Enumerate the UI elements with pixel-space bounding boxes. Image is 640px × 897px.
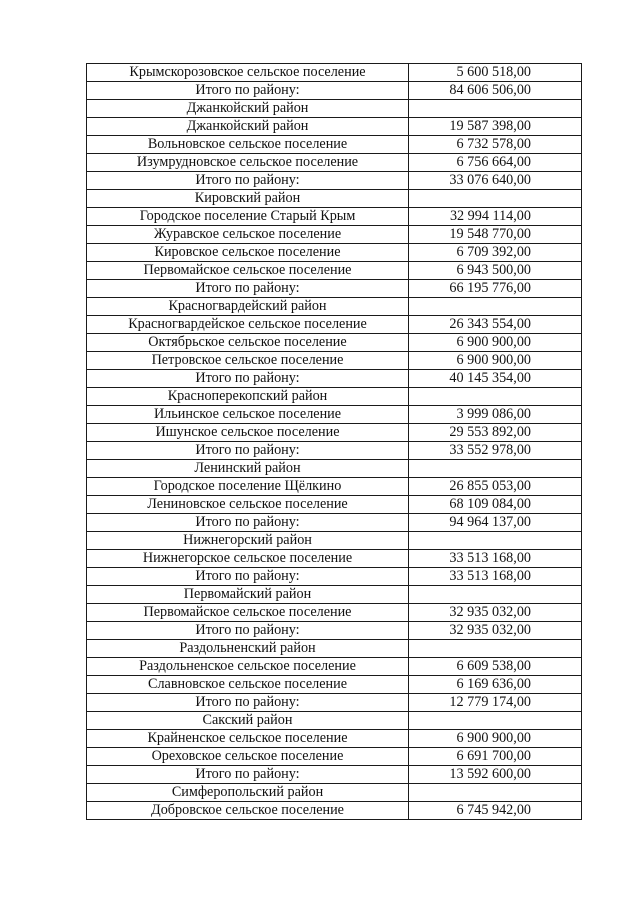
amount-cell — [409, 460, 582, 478]
district-name: Кировский район — [87, 190, 409, 208]
settlement-row — [87, 748, 582, 766]
settlement-name: Славновское сельское поселение — [87, 676, 409, 694]
settlement-name: Крайненское сельское поселение — [87, 730, 409, 748]
settlement-name: Ишунское сельское поселение — [87, 424, 409, 442]
settlement-name: Ореховское сельское поселение — [87, 748, 409, 766]
district-name: Нижнегорский район — [87, 532, 409, 550]
settlement-row — [87, 676, 582, 694]
settlement-name: Добровское сельское поселение — [87, 802, 409, 820]
settlement-row — [87, 802, 582, 820]
district-total-row — [87, 82, 582, 100]
total-amount: 33 513 168,00 — [409, 568, 582, 586]
amount-cell — [409, 586, 582, 604]
amount-cell: 26 855 053,00 — [409, 478, 582, 496]
district-total-row — [87, 622, 582, 640]
settlement-row — [87, 316, 582, 334]
amount-cell — [409, 100, 582, 118]
settlement-row — [87, 262, 582, 280]
settlement-name: Петровское сельское поселение — [87, 352, 409, 370]
district-name: Сакский район — [87, 712, 409, 730]
settlement-name: Красногвардейское сельское поселение — [87, 316, 409, 334]
district-total-row — [87, 442, 582, 460]
total-amount: 66 195 776,00 — [409, 280, 582, 298]
district-total-row — [87, 568, 582, 586]
settlement-name: Лениновское сельское поселение — [87, 496, 409, 514]
total-amount: 13 592 600,00 — [409, 766, 582, 784]
amount-cell: 6 900 900,00 — [409, 730, 582, 748]
settlement-row — [87, 496, 582, 514]
amount-cell — [409, 532, 582, 550]
amount-cell: 68 109 084,00 — [409, 496, 582, 514]
amount-cell: 33 513 168,00 — [409, 550, 582, 568]
settlement-name: Первомайское сельское поселение — [87, 604, 409, 622]
settlement-row — [87, 244, 582, 262]
total-amount: 94 964 137,00 — [409, 514, 582, 532]
amount-cell: 29 553 892,00 — [409, 424, 582, 442]
district-name: Первомайский район — [87, 586, 409, 604]
amount-cell — [409, 640, 582, 658]
amount-cell: 6 745 942,00 — [409, 802, 582, 820]
settlement-name: Первомайское сельское поселение — [87, 262, 409, 280]
total-label: Итого по району: — [87, 514, 409, 532]
settlement-row — [87, 118, 582, 136]
amount-cell: 6 169 636,00 — [409, 676, 582, 694]
amount-cell: 19 587 398,00 — [409, 118, 582, 136]
district-name: Красноперекопский район — [87, 388, 409, 406]
settlement-row — [87, 730, 582, 748]
district-total-row — [87, 514, 582, 532]
total-label: Итого по району: — [87, 172, 409, 190]
settlement-name: Джанкойский район — [87, 118, 409, 136]
total-amount: 12 779 174,00 — [409, 694, 582, 712]
amount-cell — [409, 298, 582, 316]
district-header-row — [87, 388, 582, 406]
amount-cell: 6 900 900,00 — [409, 352, 582, 370]
district-total-row — [87, 694, 582, 712]
total-label: Итого по району: — [87, 370, 409, 388]
settlement-name: Нижнегорское сельское поселение — [87, 550, 409, 568]
settlement-name: Ильинское сельское поселение — [87, 406, 409, 424]
total-label: Итого по району: — [87, 694, 409, 712]
district-total-row — [87, 172, 582, 190]
amount-cell: 19 548 770,00 — [409, 226, 582, 244]
amount-cell: 26 343 554,00 — [409, 316, 582, 334]
district-name: Симферопольский район — [87, 784, 409, 802]
district-header-row — [87, 640, 582, 658]
amount-cell: 5 600 518,00 — [409, 64, 582, 82]
amount-cell: 6 900 900,00 — [409, 334, 582, 352]
total-label: Итого по району: — [87, 568, 409, 586]
district-name: Красногвардейский район — [87, 298, 409, 316]
amount-cell: 6 756 664,00 — [409, 154, 582, 172]
amount-cell — [409, 190, 582, 208]
amount-cell — [409, 784, 582, 802]
settlement-name: Городское поселение Щёлкино — [87, 478, 409, 496]
settlement-name: Журавское сельское поселение — [87, 226, 409, 244]
total-label: Итого по району: — [87, 442, 409, 460]
district-total-row — [87, 370, 582, 388]
district-header-row — [87, 190, 582, 208]
total-amount: 33 552 978,00 — [409, 442, 582, 460]
district-header-row — [87, 586, 582, 604]
amount-cell: 32 994 114,00 — [409, 208, 582, 226]
district-header-row — [87, 532, 582, 550]
settlement-row — [87, 424, 582, 442]
settlement-name: Октябрьское сельское поселение — [87, 334, 409, 352]
district-header-row — [87, 460, 582, 478]
total-label: Итого по району: — [87, 622, 409, 640]
settlement-row — [87, 352, 582, 370]
settlement-name: Изумрудновское сельское поселение — [87, 154, 409, 172]
settlement-row — [87, 478, 582, 496]
amount-cell: 32 935 032,00 — [409, 604, 582, 622]
total-label: Итого по району: — [87, 280, 409, 298]
district-header-row — [87, 100, 582, 118]
total-amount: 33 076 640,00 — [409, 172, 582, 190]
amount-cell: 6 732 578,00 — [409, 136, 582, 154]
district-header-row — [87, 784, 582, 802]
total-label: Итого по району: — [87, 766, 409, 784]
budget-table — [86, 63, 582, 820]
total-amount: 40 145 354,00 — [409, 370, 582, 388]
settlement-row — [87, 64, 582, 82]
settlement-name: Вольновское сельское поселение — [87, 136, 409, 154]
settlement-row — [87, 226, 582, 244]
amount-cell: 6 709 392,00 — [409, 244, 582, 262]
amount-cell: 6 609 538,00 — [409, 658, 582, 676]
settlement-row — [87, 136, 582, 154]
district-header-row — [87, 298, 582, 316]
total-amount: 32 935 032,00 — [409, 622, 582, 640]
amount-cell: 6 691 700,00 — [409, 748, 582, 766]
settlement-row — [87, 406, 582, 424]
settlement-name: Раздольненское сельское поселение — [87, 658, 409, 676]
district-name: Раздольненский район — [87, 640, 409, 658]
total-label: Итого по району: — [87, 82, 409, 100]
settlement-name: Городское поселение Старый Крым — [87, 208, 409, 226]
amount-cell — [409, 712, 582, 730]
settlement-row — [87, 208, 582, 226]
settlement-row — [87, 334, 582, 352]
settlement-row — [87, 550, 582, 568]
district-name: Джанкойский район — [87, 100, 409, 118]
settlement-name: Кировское сельское поселение — [87, 244, 409, 262]
settlement-name: Крымскорозовское сельское поселение — [87, 64, 409, 82]
budget-table-body — [87, 64, 582, 820]
district-total-row — [87, 280, 582, 298]
settlement-row — [87, 154, 582, 172]
district-name: Ленинский район — [87, 460, 409, 478]
amount-cell: 3 999 086,00 — [409, 406, 582, 424]
district-header-row — [87, 712, 582, 730]
settlement-row — [87, 604, 582, 622]
total-amount: 84 606 506,00 — [409, 82, 582, 100]
settlement-row — [87, 658, 582, 676]
district-total-row — [87, 766, 582, 784]
amount-cell: 6 943 500,00 — [409, 262, 582, 280]
amount-cell — [409, 388, 582, 406]
